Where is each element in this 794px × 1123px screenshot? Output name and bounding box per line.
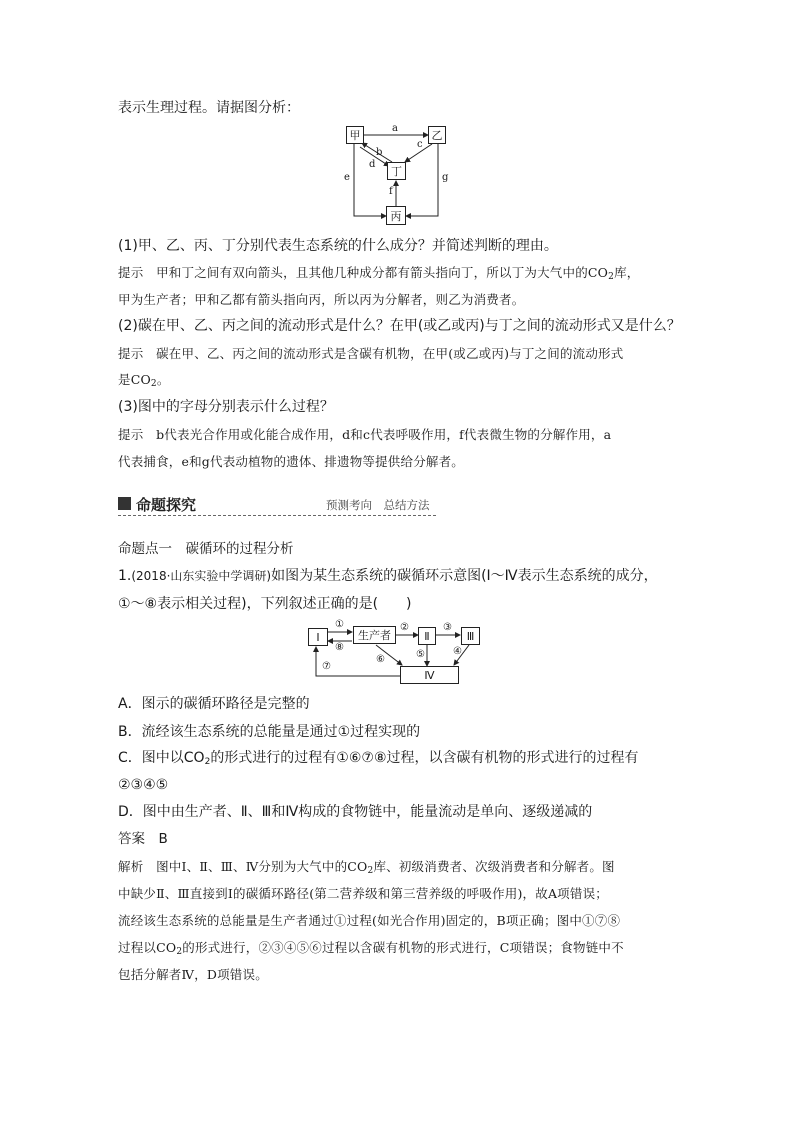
problem-1-stem-line-2: ①～⑧表示相关过程)，下列叙述正确的是( ) bbox=[118, 596, 412, 612]
edge-label-1: ① bbox=[335, 619, 344, 630]
option-c-line-2: ②③④⑤ bbox=[118, 777, 169, 793]
carbon-cycle-diagram-1 bbox=[340, 124, 452, 228]
hint-3-line-1: 提示 b代表光合作用或化能合成作用，d和c代表呼吸作用，f代表微生物的分解作用，a bbox=[118, 427, 612, 442]
hint-2-line-2: 是$CO_2$。 bbox=[118, 372, 170, 389]
edge-label-b: b bbox=[376, 147, 383, 158]
explanation-line-5: 包括分解者Ⅳ，D项错误。 bbox=[118, 967, 268, 982]
node-IV: Ⅳ bbox=[400, 666, 459, 684]
edge-label-e: e bbox=[344, 172, 350, 183]
hint-3-line-2: 代表捕食，e和g代表动植物的遗体、排遗物等提供给分解者。 bbox=[118, 454, 465, 469]
node-producer: 生产者 bbox=[353, 626, 396, 644]
point-title: 命题点一 碳循环的过程分析 bbox=[118, 541, 294, 557]
answer-label: 答案 B bbox=[118, 831, 168, 847]
node-jia: 甲 bbox=[346, 126, 364, 144]
problem-1-stem-line-1: 1.(2018·山东实验中学调研)如图为某生态系统的碳循环示意图(Ⅰ～Ⅳ表示生态系统的成分， bbox=[118, 568, 658, 584]
option-b: B．流经该生态系统的总能量是通过①过程实现的 bbox=[118, 724, 421, 740]
question-2: (2)碳在甲、乙、丙之间的流动形式是什么？在甲(或乙或丙)与丁之间的流动形式又是什么？ bbox=[118, 318, 681, 334]
explanation-line-2: 中缺少Ⅱ、Ⅲ直接到Ⅰ的碳循环路径(第二营养级和第三营养级的呼吸作用)，故A项错误； bbox=[118, 886, 608, 901]
option-c-line-1: C．图中以$CO_2$的形式进行的过程有①⑥⑦⑧过程，以含碳有机物的形式进行的过程有 bbox=[118, 750, 639, 767]
question-1: (1)甲、乙、丙、丁分别代表生态系统的什么成分？并简述判断的理由。 bbox=[118, 238, 558, 254]
hint-2-line-1: 提示 碳在甲、乙、丙之间的流动形式是含碳有机物，在甲(或乙或丙)与丁之间的流动形式 bbox=[118, 346, 624, 361]
node-I: Ⅰ bbox=[308, 628, 328, 646]
edge-label-6: ⑥ bbox=[376, 654, 385, 665]
option-a: A．图示的碳循环路径是完整的 bbox=[118, 696, 310, 712]
edge-label-d: d bbox=[369, 159, 376, 170]
section-header bbox=[118, 494, 436, 518]
option-d: D．图中由生产者、Ⅱ、Ⅲ和Ⅳ构成的食物链中，能量流动是单向、逐级递减的 bbox=[118, 804, 593, 820]
hint-1-line-2: 甲为生产者；甲和乙都有箭头指向丙，所以丙为分解者，则乙为消费者。 bbox=[118, 292, 525, 307]
explanation-line-1: 解析 图中Ⅰ、Ⅱ、Ⅲ、Ⅳ分别为大气中的$CO_2$库、初级消费者、次级消费者和分解者。图 bbox=[118, 859, 615, 876]
section-divider bbox=[118, 515, 436, 516]
explanation-line-4: 过程以$CO_2$的形式进行，②③④⑤⑥过程以含碳有机物的形式进行，C项错误；食物链中不 bbox=[118, 940, 624, 957]
node-III: Ⅲ bbox=[461, 627, 480, 645]
node-II: Ⅱ bbox=[418, 627, 436, 645]
edge-label-5: ⑤ bbox=[416, 649, 425, 660]
explanation-line-3: 流经该生态系统的总能量是生产者通过①过程(如光合作用)固定的，B项正确；图中①⑦⑧ bbox=[118, 913, 621, 928]
node-bing: 丙 bbox=[386, 206, 406, 225]
question-3: (3)图中的字母分别表示什么过程？ bbox=[118, 399, 334, 415]
edge-label-8: ⑧ bbox=[335, 642, 344, 653]
edge-label-f: f bbox=[389, 186, 393, 197]
edge-label-2: ② bbox=[400, 622, 409, 633]
hint-1-line-1: 提示 甲和丁之间有双向箭头，且其他几种成分都有箭头指向丁，所以丁为大气中的$CO_2$库， bbox=[118, 265, 640, 282]
carbon-cycle-diagram-2 bbox=[306, 621, 492, 685]
section-subtitle: 预测考向 总结方法 bbox=[326, 498, 430, 512]
edge-label-c: c bbox=[417, 139, 423, 150]
section-title: 命题探究 bbox=[136, 496, 197, 514]
edge-label-4: ④ bbox=[453, 646, 462, 657]
section-square-icon bbox=[118, 497, 131, 510]
edge-label-g: g bbox=[442, 172, 449, 183]
edge-label-3: ③ bbox=[443, 622, 452, 633]
intro-text: 表示生理过程。请据图分析： bbox=[118, 100, 300, 116]
edge-label-a: a bbox=[392, 123, 398, 134]
edge-label-7: ⑦ bbox=[322, 661, 331, 672]
node-yi: 乙 bbox=[428, 126, 446, 144]
node-ding: 丁 bbox=[387, 162, 406, 180]
